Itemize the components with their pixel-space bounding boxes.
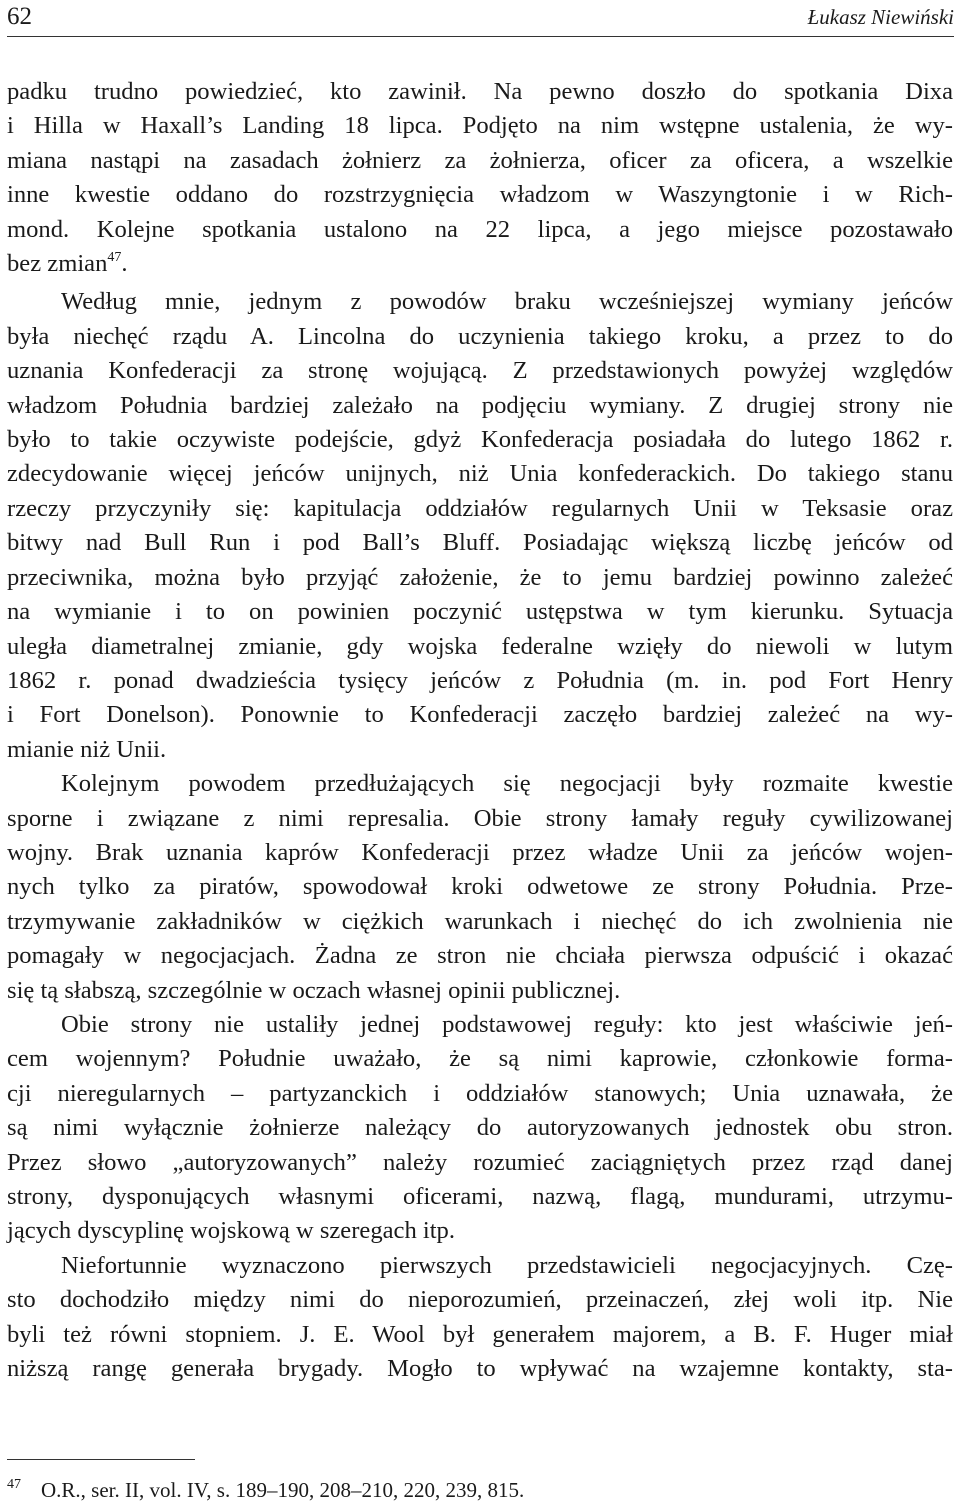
footnote-separator xyxy=(7,1459,195,1460)
text-line: byli też równi stopniem. J. E. Wool był generałem majorem, a B. F. Huger miał xyxy=(7,1320,953,1348)
text-line: niższą rangę generała brygady. Mogło to wpływać na wzajemne kontakty, sta- xyxy=(7,1355,953,1383)
text-line: uległa diametralnej zmianie, gdy wojska federalne wzięły do niewoli w lutym xyxy=(7,632,953,660)
text-line: na wymianie i to on powinien poczynić ustępstwa w tym kierunku. Sytuacja xyxy=(7,598,953,626)
text-line: pomagały w negocjacjach. Żadna ze stron nie chciała pierwsza odpuścić i okazać xyxy=(7,942,953,970)
text-line: bitwy nad Bull Run i pod Ball’s Bluff. Posiadając większą liczbę jeńców od xyxy=(7,529,953,557)
text-line: trzymywanie zakładników w ciężkich warunkach i niechęć do ich zwolnienia nie xyxy=(7,907,953,935)
text-line: Przez słowo „autoryzowanych” należy rozumieć zaciągniętych przez rząd danej xyxy=(7,1148,953,1176)
text-line: cem wojennym? Południe uważało, że są nimi kaprowie, członkowie forma- xyxy=(7,1045,953,1073)
text-line: była niechęć rządu A. Lincolna do uczynienia takiego kroku, a przez to do xyxy=(7,322,953,350)
footnote xyxy=(7,1478,524,1503)
text-line: sto dochodziło między nimi do nieporozumień, przeinaczeń, złej woli itp. Nie xyxy=(7,1286,953,1314)
text-line: było to takie oczywiste podejście, gdyż Konfederacja posiadała do lutego 1862 r. xyxy=(7,426,953,454)
footnote-number: 47 xyxy=(7,1477,21,1492)
text-line: mond. Kolejne spotkania ustalono na 22 lipca, a jego miejsce pozostawało xyxy=(7,215,953,243)
text-line: Obie strony nie ustaliły jednej podstawowej reguły: kto jest właściwie jeń- xyxy=(61,1010,953,1038)
text-line: Według mnie, jednym z powodów braku wcześniejszej wymiany jeńców xyxy=(61,288,953,316)
text-line: sporne i związane z nimi represalia. Obie strony łamały reguły cywilizowanej xyxy=(7,804,953,832)
text-fragment: . xyxy=(121,250,128,278)
running-head-author: Łukasz Niewiński xyxy=(807,5,954,29)
text-line: uznania Konfederacji za stronę wojującą. Z przedstawionych powyżej względów xyxy=(7,357,953,385)
text-line: Niefortunnie wyznaczono pierwszych przedstawicieli negocjacyjnych. Czę- xyxy=(61,1251,953,1279)
text-line: rzeczy przyczyniły się: kapitulacja oddziałów regularnych Unii w Teksasie oraz xyxy=(7,494,953,522)
text-line: wojny. Brak uznania kaprów Konfederacji przez władze Unii za jeńców wojen- xyxy=(7,838,953,866)
text-line: mianie niż Unii. xyxy=(7,735,167,763)
text-line: i Hilla w Haxall’s Landing 18 lipca. Podjęto na nim wstępne ustalenia, że wy- xyxy=(7,112,953,140)
footnote-text: O.R., ser. II, vol. IV, s. 189–190, 208–210, 220, 239, 815. xyxy=(41,1478,525,1502)
text-line: nych tylko za piratów, spowodował kroki odwetowe ze strony Południa. Prze- xyxy=(7,873,953,901)
text-line: przeciwnika, można było przyjąć założenie, że to jemu bardziej powinno zależeć xyxy=(7,563,953,591)
text-line: są nimi wyłącznie żołnierze należący do autoryzowanych jednostek obu stron. xyxy=(7,1114,953,1142)
text-line: 1862 r. ponad dwadzieścia tysięcy jeńców z Południa (m. in. pod Fort Henry xyxy=(7,666,953,694)
body-text xyxy=(7,75,953,1386)
text-line: i Fort Donelson). Ponownie to Konfederacji zaczęło bardziej zależeć na wy- xyxy=(7,701,953,729)
text-line: władzom Południa bardziej zależało na podjęciu wymiany. Z drugiej strony nie xyxy=(7,391,953,419)
text-line: się tą słabszą, szczególnie w oczach własnej opinii publicznej. xyxy=(7,976,621,1004)
text-line: strony, dysponujących własnymi oficerami, nazwą, flagą, mundurami, utrzymu- xyxy=(7,1183,953,1210)
text-line: padku trudno powiedzieć, kto zawinił. Na pewno doszło do spotkania Dixa xyxy=(7,78,953,105)
text-line: miana nastąpi na zasadach żołnierz za żołnierza, oficer za oficera, a wszelkie xyxy=(7,146,953,174)
text-line: inne kwestie oddano do rozstrzygnięcia władzom w Waszyngtonie i w Rich- xyxy=(7,181,953,209)
footnote-reference[interactable]: 47 xyxy=(107,250,122,266)
page-number: 62 xyxy=(7,3,32,30)
text-line xyxy=(7,247,953,285)
text-line: jących dyscyplinę wojskową w szeregach itp. xyxy=(7,1217,456,1245)
text-fragment: bez zmian xyxy=(7,250,108,278)
text-line: zdecydowanie więcej jeńców unijnych, niż Unia konfederackich. Do takiego stanu xyxy=(7,460,953,488)
text-line: Kolejnym powodem przedłużających się negocjacji były rozmaite kwestie xyxy=(61,770,953,798)
text-line: cji nieregularnych – partyzanckich i oddziałów stanowych; Unia uznawała, że xyxy=(7,1079,953,1107)
page-header xyxy=(7,0,954,37)
